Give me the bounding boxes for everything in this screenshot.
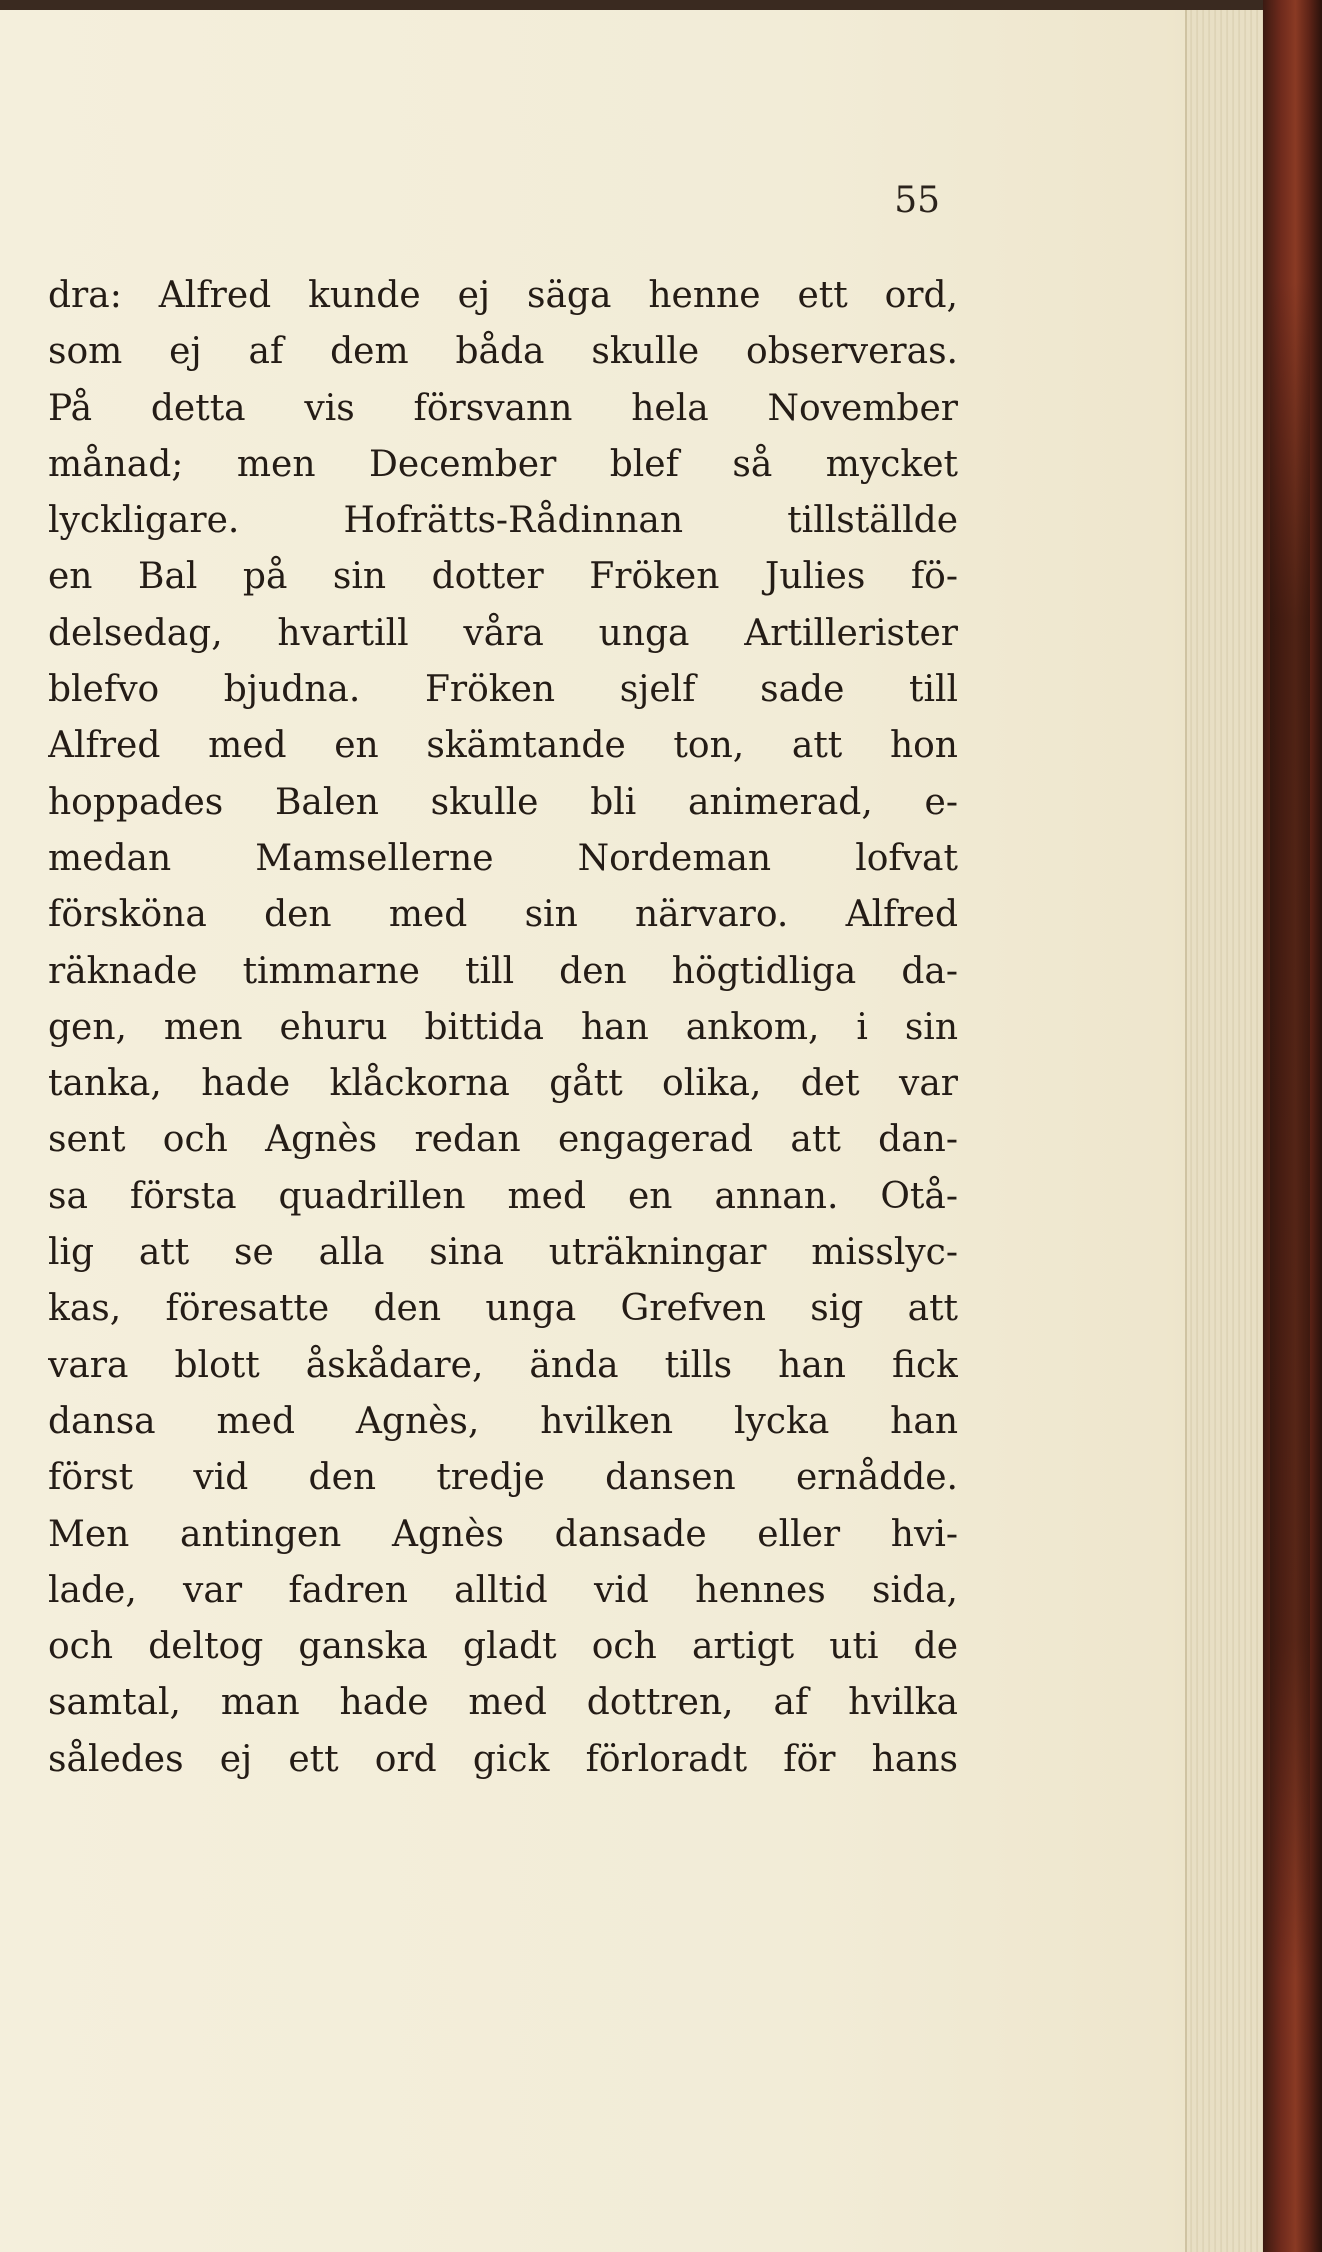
top-edge — [0, 0, 1322, 10]
text-line: månad; men December blef så mycket — [48, 443, 958, 485]
text-line: tanka, hade klåckorna gått olika, det var — [48, 1063, 958, 1105]
text-line: således ej ett ord gick förloradt för hans — [48, 1738, 958, 1780]
text-line: blefvo bjudna. Fröken sjelf sade till — [48, 669, 958, 711]
text-line: en Bal på sin dotter Fröken Julies fö- — [48, 556, 958, 598]
text-line: och deltog ganska gladt och artigt uti de — [48, 1626, 958, 1668]
page-edges — [1185, 10, 1265, 2252]
text-line: kas, föresatte den unga Grefven sig att — [48, 1288, 958, 1330]
text-line: hoppades Balen skulle bli animerad, e- — [48, 781, 958, 823]
text-line: Alfred med en skämtande ton, att hon — [48, 725, 958, 767]
text-line: gen, men ehuru bittida han ankom, i sin — [48, 1006, 958, 1048]
text-line: räknade timmarne till den högtidliga da- — [48, 950, 958, 992]
text-line: lade, var fadren alltid vid hennes sida, — [48, 1569, 958, 1611]
text-line: sa första quadrillen med en annan. Otå- — [48, 1175, 958, 1217]
text-line: delsedag, hvartill våra unga Artillerister — [48, 612, 958, 654]
text-line: lyckligare. Hofrätts-Rådinnan tillställde — [48, 500, 958, 542]
text-line: lig att se alla sina uträkningar misslyc- — [48, 1232, 958, 1274]
text-line: som ej af dem båda skulle observeras. — [48, 331, 958, 373]
text-line: dra: Alfred kunde ej säga henne ett ord, — [48, 275, 958, 316]
text-line: medan Mamsellerne Nordeman lofvat — [48, 837, 958, 879]
text-line: Men antingen Agnès dansade eller hvi- — [48, 1513, 958, 1555]
text-line: vara blott åskådare, ända tills han fick — [48, 1344, 958, 1386]
text-line: sent och Agnès redan engagerad att dan- — [48, 1119, 958, 1161]
text-line: samtal, man hade med dottren, af hvilka — [48, 1682, 958, 1724]
text-line: först vid den tredje dansen ernådde. — [48, 1457, 958, 1499]
page-number: 55 — [894, 180, 940, 221]
text-line: dansa med Agnès, hvilken lycka han — [48, 1400, 958, 1442]
body-text — [48, 268, 958, 1788]
text-line: försköna den med sin närvaro. Alfred — [48, 894, 958, 936]
text-line: På detta vis försvann hela November — [48, 387, 958, 429]
cover-shadow — [1270, 280, 1310, 1980]
